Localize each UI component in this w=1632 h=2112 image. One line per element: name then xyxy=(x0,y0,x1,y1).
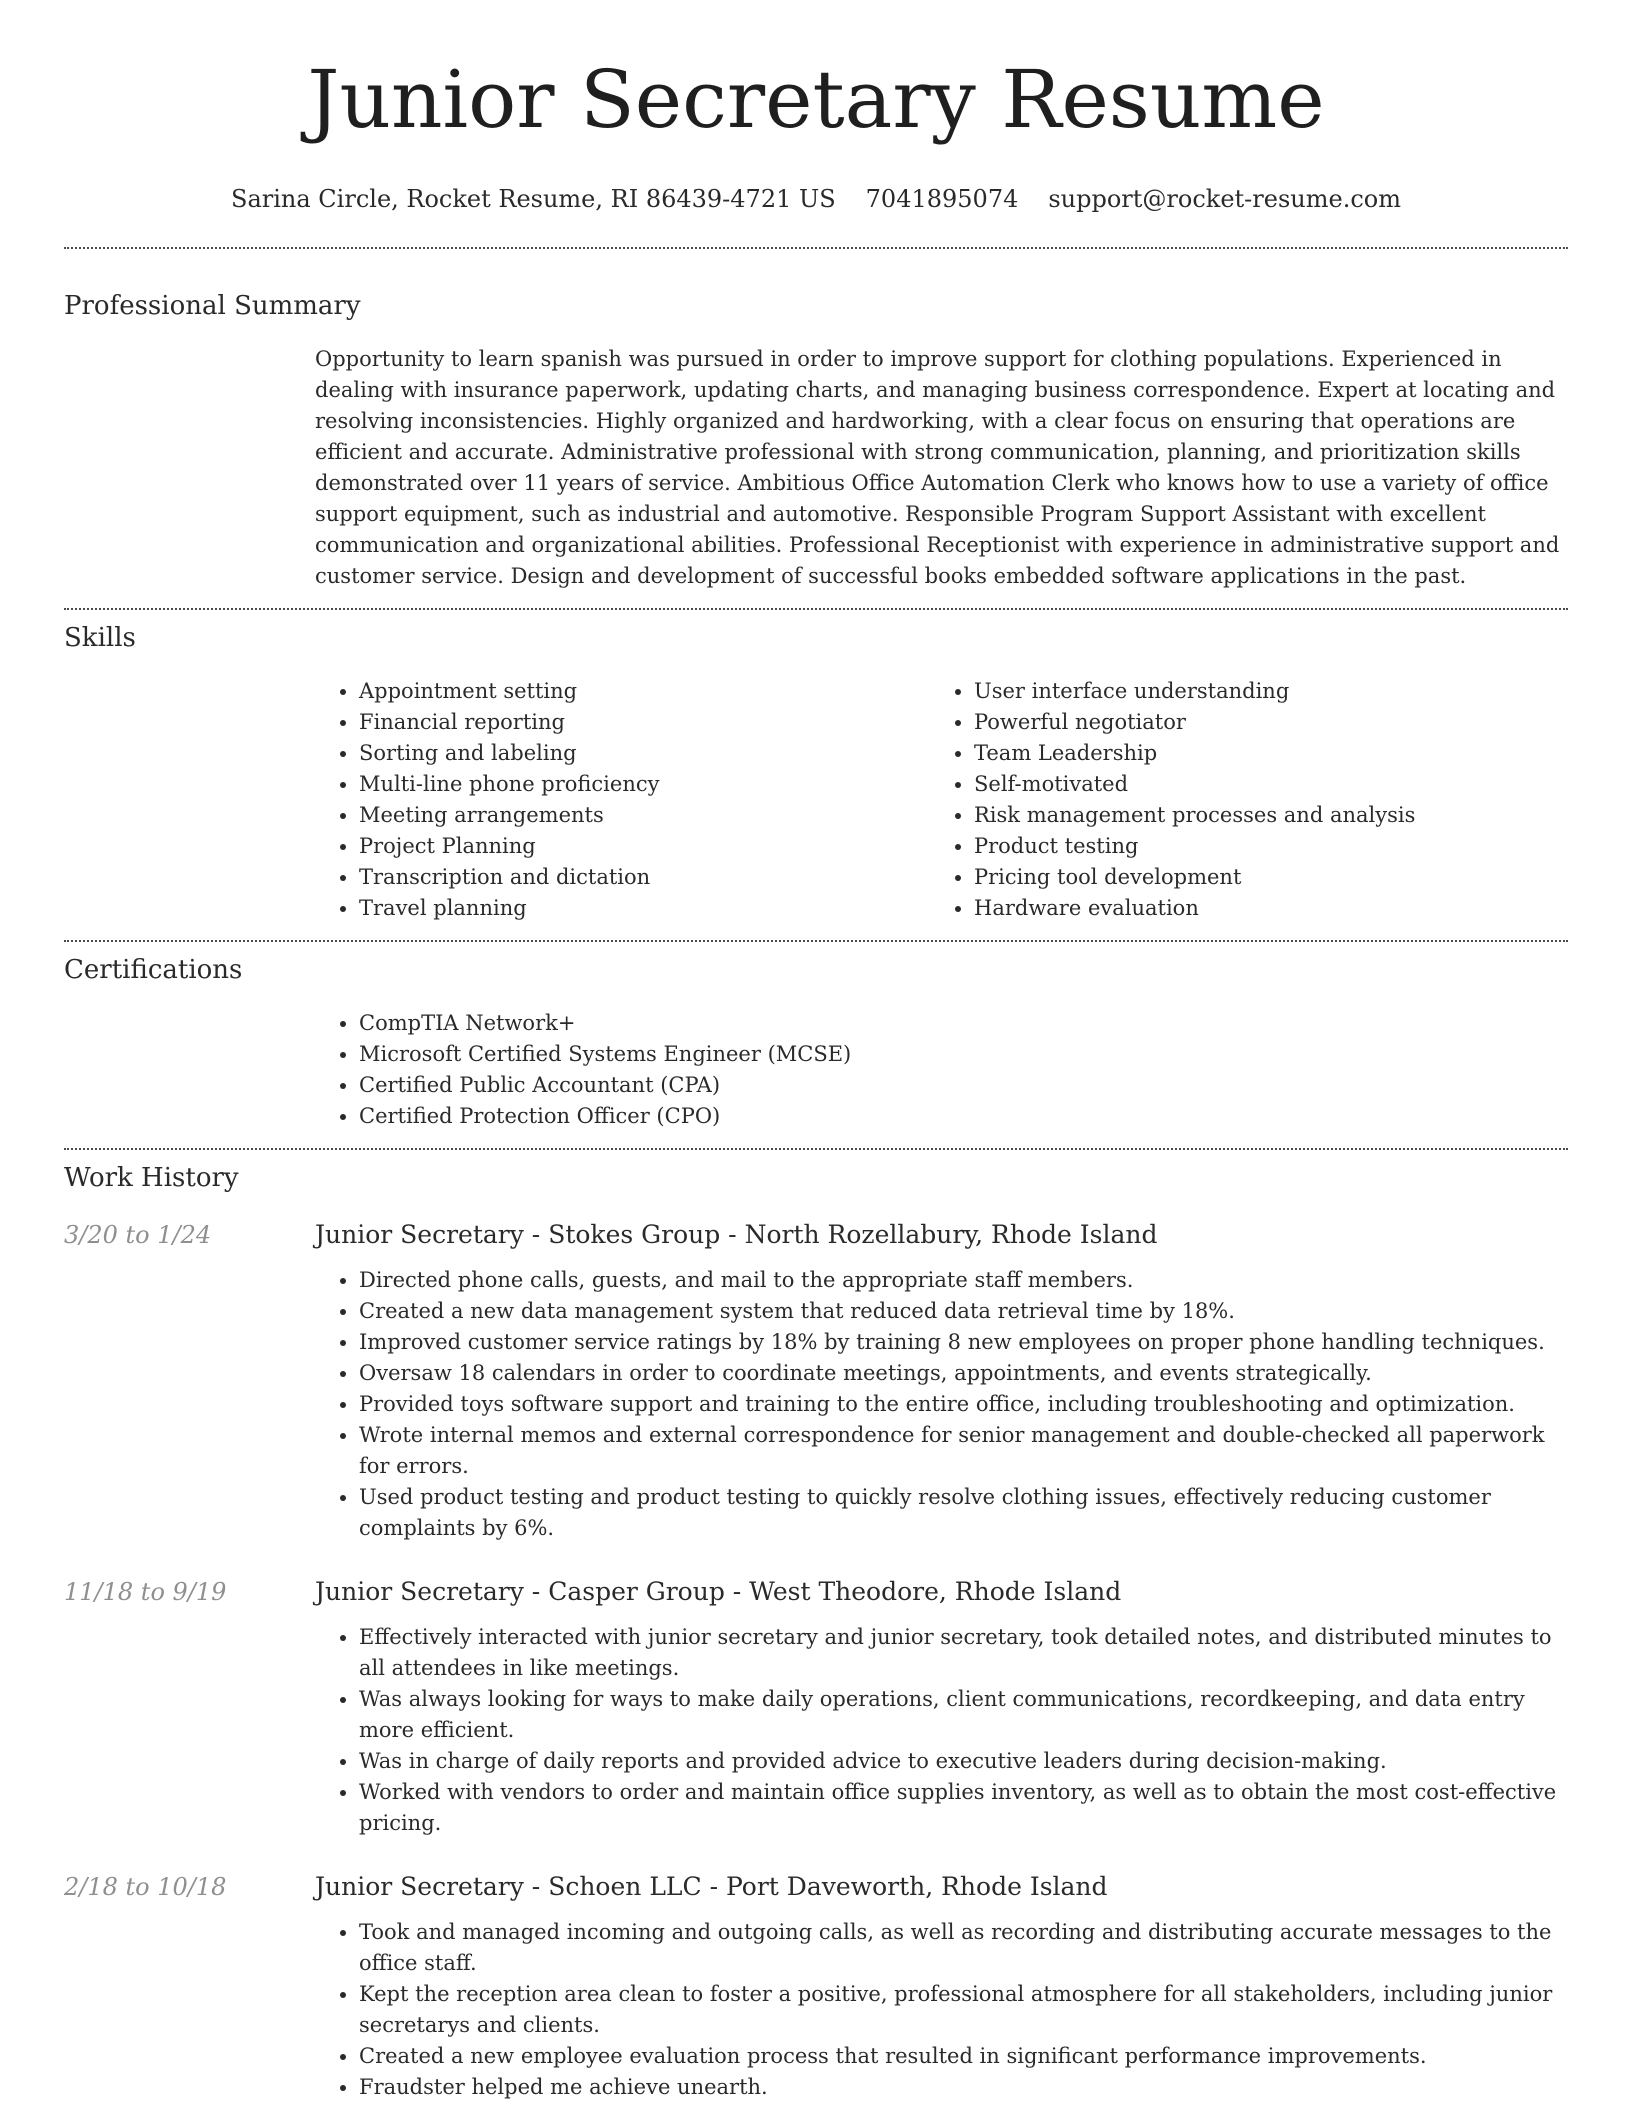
job-content xyxy=(315,1622,1568,1839)
list-item: • Was always looking for ways to make daily operations, client communications, recordkeeping, and data entry more efficient. xyxy=(359,1684,1568,1746)
list-item: • Took and managed incoming and outgoing calls, as well as recording and distributing accurate messages to the office staff. xyxy=(359,1917,1568,1979)
contact-address: Sarina Circle, Rocket Resume, RI 86439-4721 US xyxy=(231,185,836,213)
certifications-content xyxy=(315,1008,1568,1132)
list-item: • Fraudster helped me achieve unearth. xyxy=(359,2072,1568,2103)
list-item: • Financial reporting xyxy=(359,707,930,738)
work-history-section xyxy=(64,1162,1568,2103)
list-item: • Worked with vendors to order and maintain office supplies inventory, as well as to obtain the most cost-effective pricing. xyxy=(359,1777,1568,1839)
list-item: • Effectively interacted with junior secretary and junior secretary, took detailed notes, and distributed minutes to all attendees in like meetings. xyxy=(359,1622,1568,1684)
list-item: • Oversaw 18 calendars in order to coordinate meetings, appointments, and events strategically. xyxy=(359,1358,1568,1389)
summary-section xyxy=(64,290,1568,592)
certifications-section xyxy=(64,954,1568,1132)
section-title-summary: Professional Summary xyxy=(64,291,361,321)
list-item: • Used product testing and product testing to quickly resolve clothing issues, effectively reducing customer complaints by 6%. xyxy=(359,1482,1568,1544)
job-content xyxy=(315,1265,1568,1544)
job-dates: 3/20 to 1/24 xyxy=(64,1221,212,1249)
list-item: • Project Planning xyxy=(359,831,930,862)
skills-columns xyxy=(315,676,1568,924)
job-header xyxy=(64,1219,1568,1251)
list-item: • Hardware evaluation xyxy=(974,893,1545,924)
job-header xyxy=(64,1576,1568,1608)
job-entry xyxy=(64,1871,1568,2103)
skills-list-left xyxy=(315,676,930,924)
job-entry xyxy=(64,1576,1568,1839)
skills-list-right xyxy=(930,676,1545,924)
list-item: • Wrote internal memos and external correspondence for senior management and double-checked all paperwork for errors. xyxy=(359,1420,1568,1482)
job-title: Junior Secretary - Casper Group - West Theodore, Rhode Island xyxy=(315,1577,1122,1606)
job-dates: 11/18 to 9/19 xyxy=(64,1578,227,1606)
job-title: Junior Secretary - Schoen LLC - Port Daveworth, Rhode Island xyxy=(315,1872,1108,1901)
list-item: • Improved customer service ratings by 18% by training 8 new employees on proper phone handling techniques. xyxy=(359,1327,1568,1358)
list-item: • Directed phone calls, guests, and mail to the appropriate staff members. xyxy=(359,1265,1568,1296)
list-item: • Was in charge of daily reports and provided advice to executive leaders during decision-making. xyxy=(359,1746,1568,1777)
list-item: • Kept the reception area clean to foster a positive, professional atmosphere for all stakeholders, including junior secretarys and clients. xyxy=(359,1979,1568,2041)
list-item: • Created a new data management system that reduced data retrieval time by 18%. xyxy=(359,1296,1568,1327)
job-bullets xyxy=(315,1917,1568,2103)
section-title-work-history: Work History xyxy=(64,1163,239,1193)
certifications-list xyxy=(315,1008,1568,1132)
divider xyxy=(64,1148,1568,1150)
list-item: • User interface understanding xyxy=(974,676,1545,707)
list-item: • Risk management processes and analysis xyxy=(974,800,1545,831)
list-item: • Provided toys software support and training to the entire office, including troubleshooting and optimization. xyxy=(359,1389,1568,1420)
job-bullets xyxy=(315,1622,1568,1839)
job-content xyxy=(315,1917,1568,2103)
contact-line xyxy=(64,184,1568,214)
divider xyxy=(64,247,1568,249)
section-title-certifications: Certifications xyxy=(64,955,243,985)
list-item: • Team Leadership xyxy=(974,738,1545,769)
job-header xyxy=(64,1871,1568,1903)
list-item: • Travel planning xyxy=(359,893,930,924)
list-item: • Meeting arrangements xyxy=(359,800,930,831)
job-entry xyxy=(64,1219,1568,1544)
list-item: • Appointment setting xyxy=(359,676,930,707)
list-item: • Powerful negotiator xyxy=(974,707,1545,738)
list-item: • Certified Public Accountant (CPA) xyxy=(359,1070,1568,1101)
list-item: • Created a new employee evaluation process that resulted in significant performance improvements. xyxy=(359,2041,1568,2072)
list-item: • Multi-line phone proficiency xyxy=(359,769,930,800)
skills-section xyxy=(64,622,1568,924)
divider xyxy=(64,940,1568,942)
resume-page xyxy=(64,0,1568,2103)
list-item: • Transcription and dictation xyxy=(359,862,930,893)
list-item: • CompTIA Network+ xyxy=(359,1008,1568,1039)
list-item: • Product testing xyxy=(974,831,1545,862)
list-item: • Sorting and labeling xyxy=(359,738,930,769)
job-title: Junior Secretary - Stokes Group - North Rozellabury, Rhode Island xyxy=(315,1220,1158,1249)
skills-right-column xyxy=(930,676,1545,924)
divider xyxy=(64,608,1568,610)
list-item: • Certified Protection Officer (CPO) xyxy=(359,1101,1568,1132)
contact-email: support@rocket-resume.com xyxy=(1048,185,1401,213)
section-title-skills: Skills xyxy=(64,623,136,653)
page-title: Junior Secretary Resume xyxy=(307,53,1325,146)
list-item: • Microsoft Certified Systems Engineer (MCSE) xyxy=(359,1039,1568,1070)
summary-content xyxy=(315,344,1568,592)
summary-text: Opportunity to learn spanish was pursued in order to improve support for clothing populations. Experienced in dealing with insurance paperwork, updating charts, and managing business correspondence. Expert at locating and resolving inconsistencies. Highly organized and hardworking, with a clear focus on ensuring that operations are efficient and accurate. Administrative professional with strong communication, planning, and prioritization skills demonstrated over 11 years of service. Ambitious Office Automation Clerk who knows how to use a variety of office support equipment, such as industrial and automotive. Responsible Program Support Assistant with excellent communication and organizational abilities. Professional Receptionist with experience in administrative support and customer service. Design and development of successful books embedded software applications in the past. xyxy=(315,347,1560,588)
list-item: • Pricing tool development xyxy=(974,862,1545,893)
contact-phone: 7041895074 xyxy=(865,185,1019,213)
skills-left-column xyxy=(315,676,930,924)
list-item: • Self-motivated xyxy=(974,769,1545,800)
job-dates: 2/18 to 10/18 xyxy=(64,1873,227,1901)
job-bullets xyxy=(315,1265,1568,1544)
